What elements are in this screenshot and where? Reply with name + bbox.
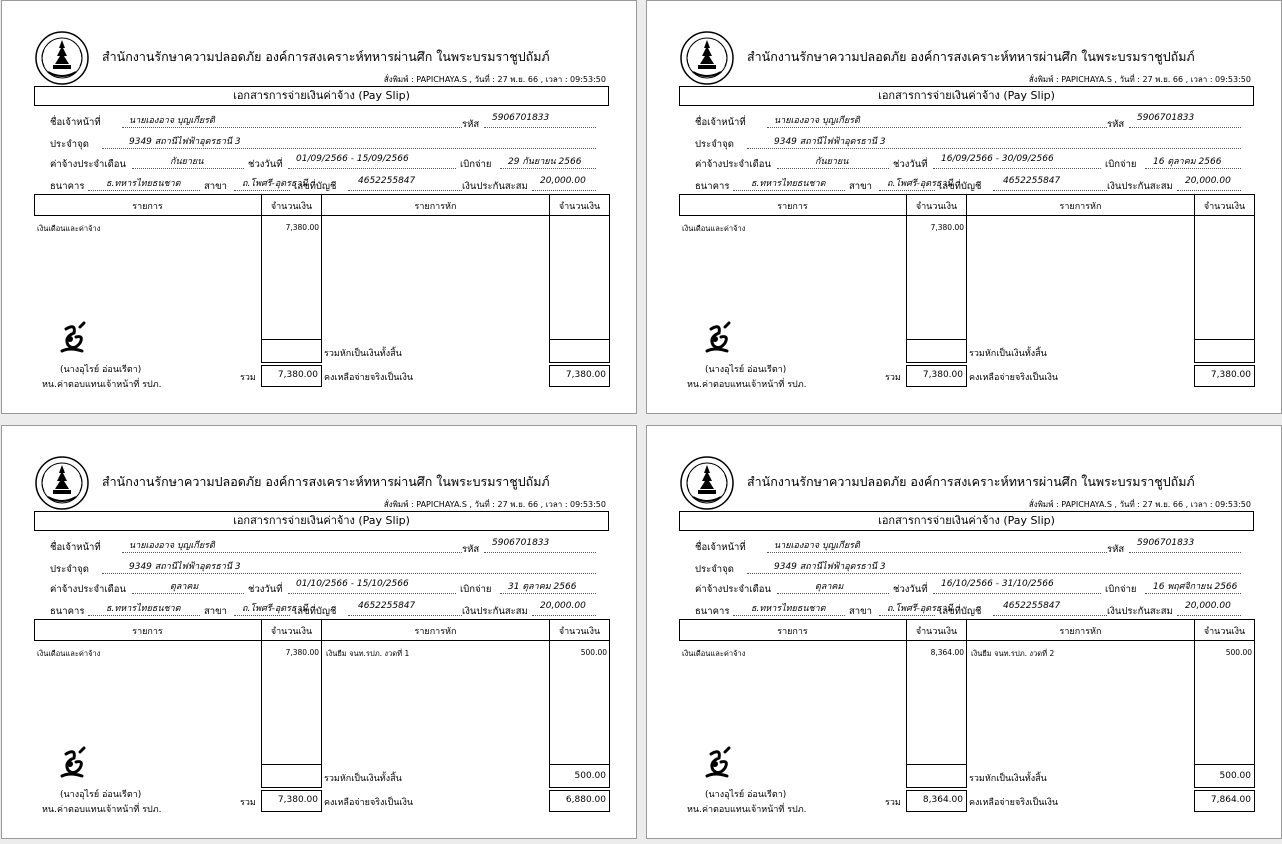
column-header-amount: จำนวนเงิน	[915, 627, 958, 637]
pay-slip	[646, 425, 1282, 839]
printed-info: สั่งพิมพ์ : PAPICHAYA.S , วันที่ : 27 พ.ย. 66 , เวลา : 09:53:50	[383, 75, 606, 84]
label-paydate: เบิกจ่าย	[460, 584, 492, 595]
total-income: 8,364.00	[922, 795, 963, 805]
label-employee-name: ชื่อเจ้าหน้าที่	[695, 542, 746, 553]
label-employee-name: ชื่อเจ้าหน้าที่	[695, 117, 746, 128]
net-pay: 6,880.00	[565, 795, 606, 805]
bank-branch: ถ.โพศรี-อุดรธานี	[242, 604, 308, 614]
column-header-deduction-amount: จำนวนเงิน	[1203, 202, 1246, 212]
employee-code: 5906701833	[492, 113, 550, 123]
pay-date: 29 กันยายน 2566	[508, 157, 582, 167]
net-pay-label: คงเหลือจ่ายจริงเป็นเงิน	[324, 798, 414, 808]
label-period: ช่วงวันที่	[893, 159, 928, 170]
signer-title: หน.ค่าตอบแทนเจ้าหน้าที่ รปภ.	[687, 380, 807, 390]
account-number: 4652255847	[358, 601, 416, 611]
signer-title: หน.ค่าตอบแทนเจ้าหน้าที่ รปภ.	[687, 805, 807, 815]
pay-period: 01/09/2566 - 15/09/2566	[296, 154, 409, 164]
printed-info: สั่งพิมพ์ : PAPICHAYA.S , วันที่ : 27 พ.ย. 66 , เวลา : 09:53:50	[383, 500, 606, 509]
pay-slip	[646, 0, 1282, 414]
signature-icon	[56, 746, 90, 780]
pay-date: 31 ตุลาคม 2566	[508, 582, 577, 592]
income-amount: 7,380.00	[285, 648, 319, 657]
label-employee-name: ชื่อเจ้าหน้าที่	[50, 117, 101, 128]
document-title: เอกสารการจ่ายเงินค่าจ้าง (Pay Slip)	[34, 511, 609, 531]
pay-date: 16 พฤศจิกายน 2566	[1153, 582, 1238, 592]
label-account: เลขที่บัญชี	[294, 181, 337, 192]
label-branch: สาขา	[849, 181, 872, 192]
income-amount: 8,364.00	[930, 648, 964, 657]
label-employee-name: ชื่อเจ้าหน้าที่	[50, 542, 101, 553]
total-deduction-label: รวมหักเป็นเงินทั้งสิ้น	[969, 774, 1047, 784]
column-header-deductions: รายการหัก	[414, 202, 457, 212]
pay-table	[679, 194, 1255, 388]
column-header-items: รายการ	[777, 202, 808, 212]
column-header-deductions: รายการหัก	[1059, 627, 1102, 637]
pay-period: 01/10/2566 - 15/10/2566	[296, 579, 409, 589]
employee-code: 5906701833	[492, 538, 550, 548]
bank-name: ธ.ทหารไทยธนชาต	[751, 179, 826, 189]
signature-icon	[56, 321, 90, 355]
label-employee-code: รหัส	[1107, 544, 1125, 555]
organization-name: สำนักงานรักษาความปลอดภัย องค์การสงเคราะห์ทหารผ่านศึก ในพระบรมราชูปถัมภ์	[102, 474, 550, 489]
income-item: เงินเดือนและค่าจ้าง	[682, 649, 746, 658]
bank-branch: ถ.โพศรี-อุดรธานี	[887, 604, 953, 614]
account-number: 4652255847	[1003, 601, 1061, 611]
pay-month: กันยายน	[815, 157, 849, 167]
column-header-deduction-amount: จำนวนเงิน	[1203, 627, 1246, 637]
label-bank: ธนาคาร	[695, 606, 730, 617]
total-income: 7,380.00	[277, 370, 318, 380]
label-period: ช่วงวันที่	[893, 584, 928, 595]
signer-name: (นางอุไรย์ อ่อนเรีตา)	[705, 365, 787, 375]
post: 9349 สถานีไฟฟ้าอุดรธานี 3	[774, 562, 886, 572]
deduction-item: เงินยืม จนท.รปภ. งวดที่ 1	[326, 649, 410, 658]
column-header-items: รายการ	[777, 627, 808, 637]
post: 9349 สถานีไฟฟ้าอุดรธานี 3	[129, 137, 241, 147]
signer-title: หน.ค่าตอบแทนเจ้าหน้าที่ รปภ.	[42, 380, 162, 390]
post: 9349 สถานีไฟฟ้าอุดรธานี 3	[129, 562, 241, 572]
label-period: ช่วงวันที่	[248, 584, 283, 595]
label-post: ประจำจุด	[695, 139, 734, 150]
employee-name: นายเองอาจ บุญเกียรติ	[129, 116, 215, 126]
bank-name: ธ.ทหารไทยธนชาต	[106, 179, 181, 189]
label-bank: ธนาคาร	[50, 606, 85, 617]
column-header-deductions: รายการหัก	[414, 627, 457, 637]
account-number: 4652255847	[358, 176, 416, 186]
deduction-item: เงินยืม จนท.รปภ. งวดที่ 2	[971, 649, 1055, 658]
income-item: เงินเดือนและค่าจ้าง	[682, 224, 746, 233]
document-title: เอกสารการจ่ายเงินค่าจ้าง (Pay Slip)	[679, 511, 1254, 531]
signature-icon	[701, 746, 735, 780]
label-paydate: เบิกจ่าย	[460, 159, 492, 170]
total-income: 7,380.00	[277, 795, 318, 805]
total-label: รวม	[240, 373, 256, 383]
net-pay: 7,380.00	[565, 370, 606, 380]
label-employee-code: รหัส	[1107, 119, 1125, 130]
document-title: เอกสารการจ่ายเงินค่าจ้าง (Pay Slip)	[679, 86, 1254, 106]
column-header-amount: จำนวนเงิน	[270, 202, 313, 212]
column-header-items: รายการ	[132, 202, 163, 212]
label-branch: สาขา	[849, 606, 872, 617]
label-post: ประจำจุด	[695, 564, 734, 575]
organization-emblem-icon	[679, 455, 735, 511]
total-label: รวม	[240, 798, 256, 808]
deposit-amount: 20,000.00	[1185, 176, 1231, 186]
label-deposit: เงินประกันสะสม	[1107, 181, 1173, 192]
net-pay: 7,864.00	[1210, 795, 1251, 805]
income-amount: 7,380.00	[930, 223, 964, 232]
label-employee-code: รหัส	[462, 119, 480, 130]
column-header-deduction-amount: จำนวนเงิน	[558, 627, 601, 637]
document-title: เอกสารการจ่ายเงินค่าจ้าง (Pay Slip)	[34, 86, 609, 106]
organization-name: สำนักงานรักษาความปลอดภัย องค์การสงเคราะห์ทหารผ่านศึก ในพระบรมราชูปถัมภ์	[102, 49, 550, 64]
income-item: เงินเดือนและค่าจ้าง	[37, 224, 101, 233]
label-month: ค่าจ้างประจำเดือน	[695, 159, 771, 170]
income-item: เงินเดือนและค่าจ้าง	[37, 649, 101, 658]
signer-name: (นางอุไรย์ อ่อนเรีตา)	[60, 365, 142, 375]
bank-name: ธ.ทหารไทยธนชาต	[106, 604, 181, 614]
post: 9349 สถานีไฟฟ้าอุดรธานี 3	[774, 137, 886, 147]
label-post: ประจำจุด	[50, 564, 89, 575]
organization-emblem-icon	[34, 30, 90, 86]
total-deduction: 500.00	[574, 771, 606, 781]
deduction-amount: 500.00	[1225, 648, 1252, 657]
label-month: ค่าจ้างประจำเดือน	[50, 584, 126, 595]
label-month: ค่าจ้างประจำเดือน	[695, 584, 771, 595]
label-post: ประจำจุด	[50, 139, 89, 150]
label-branch: สาขา	[204, 181, 227, 192]
label-paydate: เบิกจ่าย	[1105, 159, 1137, 170]
total-income: 7,380.00	[922, 370, 963, 380]
label-deposit: เงินประกันสะสม	[462, 181, 528, 192]
pay-month: ตุลาคม	[815, 582, 844, 592]
label-period: ช่วงวันที่	[248, 159, 283, 170]
column-header-deduction-amount: จำนวนเงิน	[558, 202, 601, 212]
pay-date: 16 ตุลาคม 2566	[1153, 157, 1222, 167]
employee-code: 5906701833	[1137, 113, 1195, 123]
column-header-deductions: รายการหัก	[1059, 202, 1102, 212]
label-account: เลขที่บัญชี	[939, 606, 982, 617]
label-deposit: เงินประกันสะสม	[462, 606, 528, 617]
net-pay-label: คงเหลือจ่ายจริงเป็นเงิน	[969, 798, 1059, 808]
label-paydate: เบิกจ่าย	[1105, 584, 1137, 595]
signer-name: (นางอุไรย์ อ่อนเรีตา)	[60, 790, 142, 800]
label-bank: ธนาคาร	[695, 181, 730, 192]
label-bank: ธนาคาร	[50, 181, 85, 192]
deduction-amount: 500.00	[580, 648, 607, 657]
organization-emblem-icon	[34, 455, 90, 511]
pay-slip	[1, 0, 637, 414]
signer-title: หน.ค่าตอบแทนเจ้าหน้าที่ รปภ.	[42, 805, 162, 815]
bank-branch: ถ.โพศรี-อุดรธานี	[887, 179, 953, 189]
organization-name: สำนักงานรักษาความปลอดภัย องค์การสงเคราะห์ทหารผ่านศึก ในพระบรมราชูปถัมภ์	[747, 49, 1195, 64]
total-deduction-label: รวมหักเป็นเงินทั้งสิ้น	[969, 349, 1047, 359]
label-account: เลขที่บัญชี	[939, 181, 982, 192]
pay-month: ตุลาคม	[170, 582, 199, 592]
account-number: 4652255847	[1003, 176, 1061, 186]
total-deduction-label: รวมหักเป็นเงินทั้งสิ้น	[324, 349, 402, 359]
net-pay-label: คงเหลือจ่ายจริงเป็นเงิน	[969, 373, 1059, 383]
deposit-amount: 20,000.00	[1185, 601, 1231, 611]
pay-month: กันยายน	[170, 157, 204, 167]
net-pay: 7,380.00	[1210, 370, 1251, 380]
label-month: ค่าจ้างประจำเดือน	[50, 159, 126, 170]
printed-info: สั่งพิมพ์ : PAPICHAYA.S , วันที่ : 27 พ.ย. 66 , เวลา : 09:53:50	[1028, 75, 1251, 84]
pay-period: 16/10/2566 - 31/10/2566	[941, 579, 1054, 589]
printed-info: สั่งพิมพ์ : PAPICHAYA.S , วันที่ : 27 พ.ย. 66 , เวลา : 09:53:50	[1028, 500, 1251, 509]
pay-table	[34, 619, 610, 813]
deposit-amount: 20,000.00	[540, 601, 586, 611]
signature-icon	[701, 321, 735, 355]
signer-name: (นางอุไรย์ อ่อนเรีตา)	[705, 790, 787, 800]
column-header-amount: จำนวนเงิน	[915, 202, 958, 212]
organization-emblem-icon	[679, 30, 735, 86]
total-label: รวม	[885, 798, 901, 808]
label-account: เลขที่บัญชี	[294, 606, 337, 617]
total-label: รวม	[885, 373, 901, 383]
employee-name: นายเองอาจ บุญเกียรติ	[774, 541, 860, 551]
income-amount: 7,380.00	[285, 223, 319, 232]
pay-slip	[1, 425, 637, 839]
label-deposit: เงินประกันสะสม	[1107, 606, 1173, 617]
column-header-items: รายการ	[132, 627, 163, 637]
label-employee-code: รหัส	[462, 544, 480, 555]
total-deduction-label: รวมหักเป็นเงินทั้งสิ้น	[324, 774, 402, 784]
organization-name: สำนักงานรักษาความปลอดภัย องค์การสงเคราะห์ทหารผ่านศึก ในพระบรมราชูปถัมภ์	[747, 474, 1195, 489]
employee-code: 5906701833	[1137, 538, 1195, 548]
bank-branch: ถ.โพศรี-อุดรธานี	[242, 179, 308, 189]
employee-name: นายเองอาจ บุญเกียรติ	[774, 116, 860, 126]
pay-table	[679, 619, 1255, 813]
total-deduction: 500.00	[1219, 771, 1251, 781]
label-branch: สาขา	[204, 606, 227, 617]
employee-name: นายเองอาจ บุญเกียรติ	[129, 541, 215, 551]
column-header-amount: จำนวนเงิน	[270, 627, 313, 637]
pay-table	[34, 194, 610, 388]
net-pay-label: คงเหลือจ่ายจริงเป็นเงิน	[324, 373, 414, 383]
pay-period: 16/09/2566 - 30/09/2566	[941, 154, 1054, 164]
bank-name: ธ.ทหารไทยธนชาต	[751, 604, 826, 614]
deposit-amount: 20,000.00	[540, 176, 586, 186]
